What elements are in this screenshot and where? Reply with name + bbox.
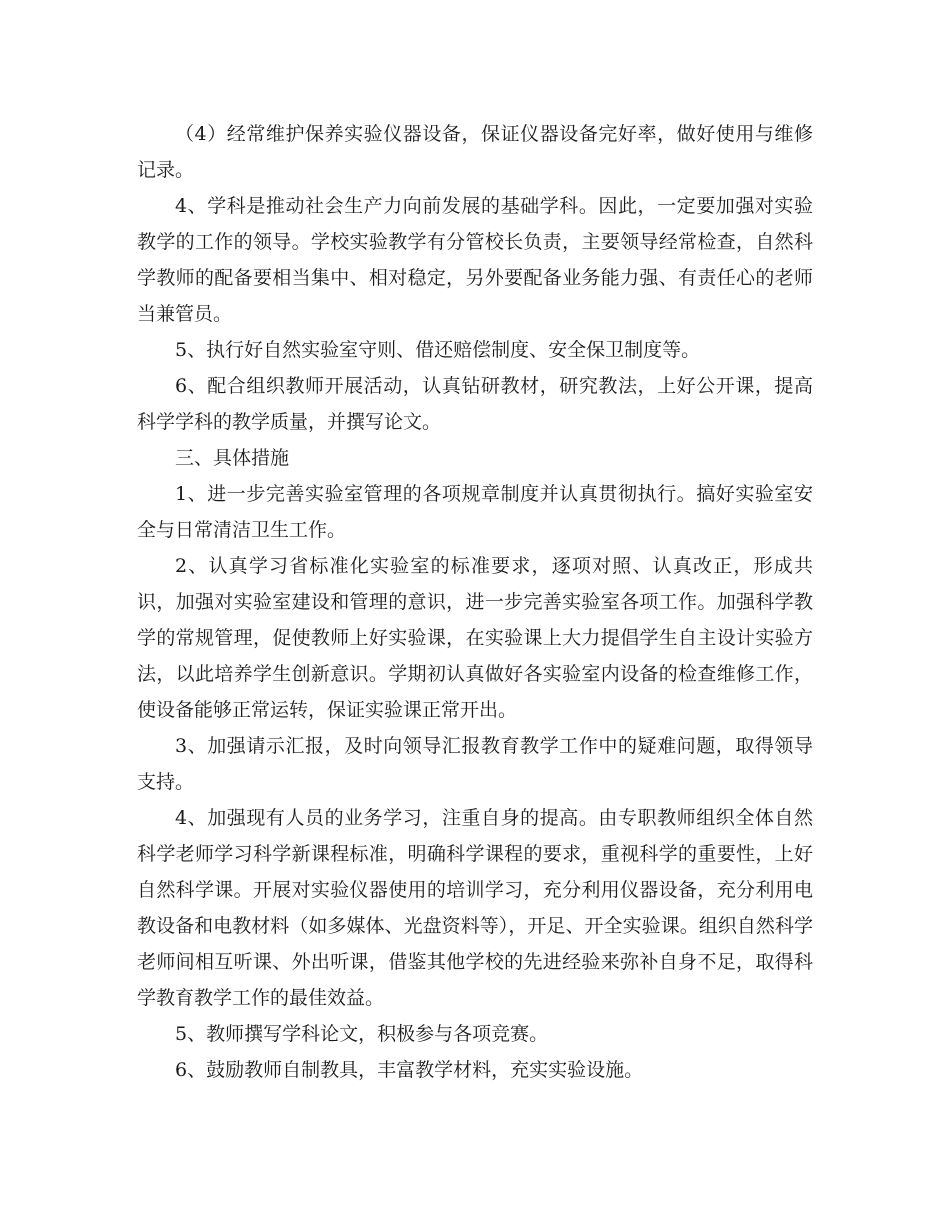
- measure-2-standards: 2、认真学习省标准化实验室的标准要求，逐项对照、认真改正，形成共识，加强对实验室建设和管理的意识，进一步完善实验室各项工作。加强科学教学的常规管理，促使教师上好实验课，在实验课上大力提倡学生自主设计实验方法，以此培养学生创新意识。学期初认真做好各实验室内设备的检查维修工作，使设备能够正常运转，保证实验课正常开出。: [137, 555, 813, 721]
- paragraph-4-leadership: 4、学科是推动社会生产力向前发展的基础学科。因此，一定要加强对实验教学的工作的领导。学校实验教学有分管校长负责，主要领导经常检查，自然科学教师的配备要相当集中、相对稳定，另外要配备业务能力强、有责任心的老师当兼管员。: [137, 195, 813, 325]
- paragraph-6-teaching-activities: 6、配合组织教师开展活动，认真钻研教材，研究教法，上好公开课，提高科学学科的教学质量，并撰写论文。: [137, 375, 813, 433]
- section-heading-specific-measures: 三、具体措施: [175, 447, 290, 469]
- measure-1-regulations: 1、进一步完善实验室管理的各项规章制度并认真贯彻执行。搞好实验室安全与日常清洁卫生工作。: [137, 483, 813, 541]
- measure-5-papers: 5、教师撰写学科论文，积极参与各项竞赛。: [175, 1023, 549, 1045]
- document-body: [137, 116, 813, 1088]
- paragraph-item-4-maintenance: （4）经常维护保养实验仪器设备，保证仪器设备完好率，做好使用与维修记录。: [137, 123, 813, 181]
- paragraph-5-rules: 5、执行好自然实验室守则、借还赔偿制度、安全保卫制度等。: [175, 339, 701, 361]
- measure-6-teaching-aids: 6、鼓励教师自制教具，丰富教学材料，充实实验设施。: [175, 1059, 644, 1081]
- measure-3-reporting: 3、加强请示汇报，及时向领导汇报教育教学工作中的疑难问题，取得领导支持。: [137, 735, 813, 793]
- measure-4-staff-learning: 4、加强现有人员的业务学习，注重自身的提高。由专职教师组织全体自然科学老师学习科学新课程标准，明确科学课程的要求，重视科学的重要性，上好自然科学课。开展对实验仪器使用的培训学习，充分利用仪器设备，充分利用电教设备和电教材料（如多媒体、光盘资料等），开足、开全实验课。组织自然科学老师间相互听课、外出听课，借鉴其他学校的先进经验来弥补自身不足，取得科学教育教学工作的最佳效益。: [137, 807, 813, 1009]
